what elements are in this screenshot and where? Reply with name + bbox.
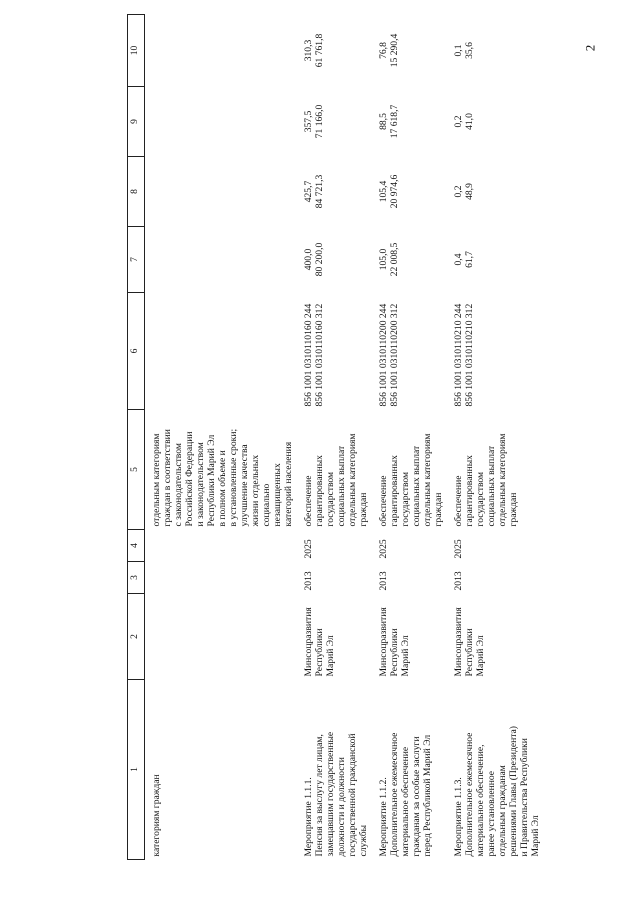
measure-name-cell: категориям граждан (151, 774, 162, 857)
amount-cell: 400,0 80 200,0 (303, 242, 325, 277)
start-year-cell: 2013 (453, 571, 464, 591)
responsible-executor-cell: Минсоцразвития Республики Марий Эл (378, 607, 411, 677)
amount-cell: 357,5 71 166,0 (303, 104, 325, 139)
table-row (370, 15, 445, 860)
continuation-row (145, 15, 296, 860)
measure-name-cell: Мероприятие 1.1.3. Дополнительное ежемесячное материальное обеспечение, ранее установленное отдельным гражданам решениями Главы (Президента) и Правительства Республики Марий Эл (453, 726, 541, 857)
amount-cell: 105,0 22 008,5 (378, 242, 400, 277)
budget-classification-code-cell: 856 1001 0310110200 244 856 1001 0310110200 312 (378, 303, 400, 407)
amount-cell: 0,2 48,9 (453, 183, 475, 200)
measure-name-cell: Мероприятие 1.1.2. Дополнительное ежемесячное материальное обеспечение гражданам за особые заслуги перед Республикой Марий Эл (378, 732, 433, 857)
column-number-header-row (128, 15, 145, 860)
end-year-cell: 2025 (378, 539, 389, 559)
budget-classification-code-cell: 856 1001 0310110210 244 856 1001 0310110210 312 (453, 303, 475, 407)
start-year-cell: 2013 (378, 571, 389, 591)
expected-result-cell: обеспечение гарантированных государством социальных выплат отдельным категориям граждан (378, 433, 444, 527)
amount-cell: 0,2 41,0 (453, 113, 475, 130)
amount-cell: 105,4 20 974,6 (378, 174, 400, 209)
end-year-cell: 2025 (303, 539, 314, 559)
program-measures-table (127, 14, 542, 860)
column-number: 4 (128, 530, 145, 562)
page-number: 2 (582, 44, 598, 52)
column-number: 2 (128, 594, 145, 680)
expected-result-cell: обеспечение гарантированных государством социальных выплат отдельным категориям граждан (303, 433, 369, 527)
amount-cell: 310,3 61 761,8 (303, 33, 325, 68)
expected-result-cell: обеспечение гарантированных государством социальных выплат отдельным категориям граждан (453, 433, 519, 527)
responsible-executor-cell: Минсоцразвития Республики Марий Эл (453, 607, 486, 677)
expected-result-cell: отдельным категориям граждан в соответствии с законодательством Российской Федерации и законодательством Республики Марий Эл в полном объеме и в установленные сроки; улучшение качества жизни отдельных социально незащищенных категорий населения (151, 428, 294, 527)
column-number: 6 (128, 293, 145, 410)
column-number: 3 (128, 562, 145, 594)
amount-cell: 76,8 15 290,4 (378, 33, 400, 68)
column-number: 8 (128, 157, 145, 227)
budget-classification-code-cell: 856 1001 0310110160 244 856 1001 0310110160 312 (303, 303, 325, 407)
measure-name-cell: Мероприятие 1.1.1. Пенсия за выслугу лет лицам, замещавшим государственные должности и должности государственной гражданской службы (303, 731, 369, 857)
rotated-page-content (127, 15, 639, 860)
amount-cell: 425,7 84 721,3 (303, 174, 325, 209)
end-year-cell: 2025 (453, 539, 464, 559)
start-year-cell: 2013 (303, 571, 314, 591)
column-number: 1 (128, 680, 145, 860)
amount-cell: 88,5 17 618,7 (378, 104, 400, 139)
table-row (445, 15, 542, 860)
column-number: 10 (128, 15, 145, 87)
amount-cell: 0,4 61,7 (453, 251, 475, 268)
amount-cell: 0,1 35,6 (453, 42, 475, 59)
column-number: 5 (128, 410, 145, 530)
column-number: 7 (128, 227, 145, 293)
responsible-executor-cell: Минсоцразвития Республики Марий Эл (303, 607, 336, 677)
column-number: 9 (128, 87, 145, 157)
table-row (295, 15, 370, 860)
